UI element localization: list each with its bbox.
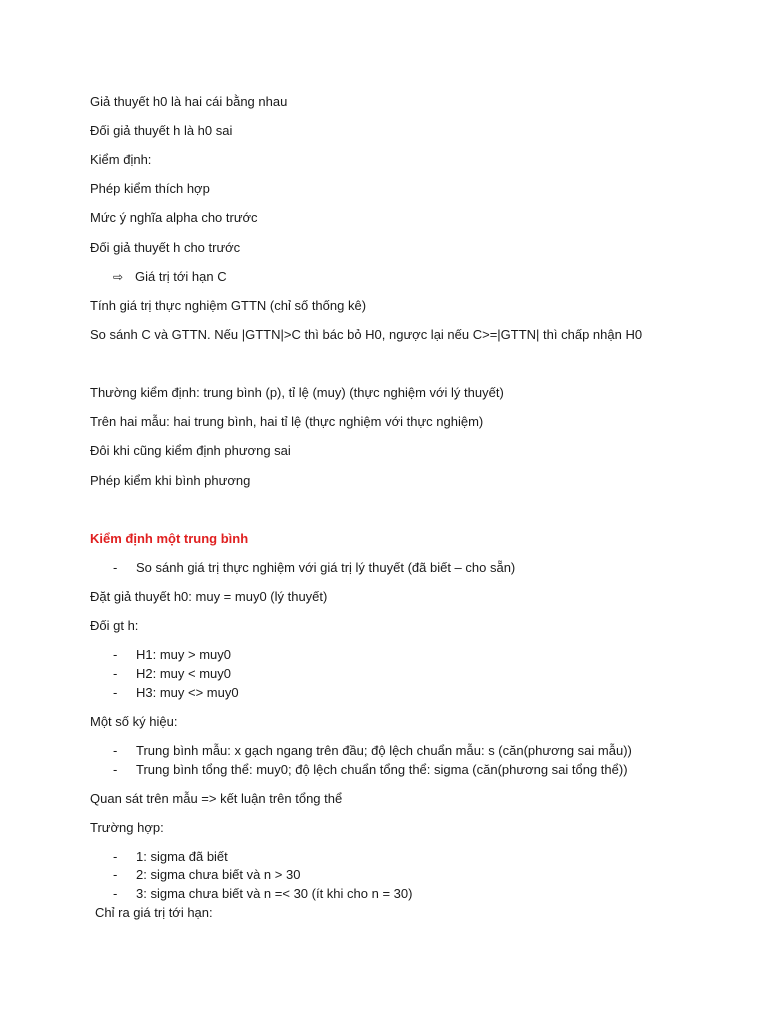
list-item-text: 3: sigma chưa biết và n =< 30 (ít khi cho n = 30) (136, 886, 413, 901)
list-item-text: Trung bình tổng thể: muy0; độ lệch chuẩn tổng thể: sigma (căn(phương sai tổng thể)) (136, 762, 628, 777)
text-line: Mức ý nghĩa alpha cho trước (90, 210, 258, 225)
list-item-text: So sánh giá trị thực nghiệm với giá trị lý thuyết (đã biết – cho sẵn) (136, 560, 516, 575)
list-item (113, 867, 300, 883)
dash-bullet: - (113, 647, 118, 662)
list-item (113, 743, 632, 759)
text-line: Đối giả thuyết h cho trước (90, 240, 241, 255)
dash-bullet: - (113, 762, 118, 777)
text-line: Đối giả thuyết h là h0 sai (90, 123, 233, 138)
text-line: So sánh C và GTTN. Nếu |GTTN|>C thì bác bỏ H0, ngược lại nếu C>=|GTTN| thì chấp nhận H0 (90, 327, 643, 342)
list-item (113, 849, 228, 865)
dash-bullet: - (113, 666, 118, 681)
text-line: Tính giá trị thực nghiệm GTTN (chỉ số thống kê) (90, 298, 367, 313)
list-item (113, 560, 515, 576)
text-line: Một số ký hiệu: (90, 714, 178, 729)
section-heading: Kiểm định một trung bình (90, 531, 249, 546)
text-line: Đối gt h: (90, 618, 139, 633)
dash-bullet: - (113, 743, 118, 758)
dash-bullet: - (113, 685, 118, 700)
dash-bullet: - (113, 867, 118, 882)
dash-bullet: - (113, 560, 118, 575)
list-item (113, 685, 239, 701)
text-line: Phép kiểm thích hợp (90, 181, 210, 196)
list-item-text: Trung bình mẫu: x gạch ngang trên đầu; độ lệch chuẩn mẫu: s (căn(phương sai mẫu)) (136, 743, 632, 758)
arrow-item-text: Giá trị tới hạn C (135, 269, 227, 284)
list-item-text: H1: muy > muy0 (136, 647, 232, 662)
text-line: Giả thuyết h0 là hai cái bằng nhau (90, 94, 288, 109)
text-line: Quan sát trên mẫu => kết luận trên tổng thể (90, 791, 343, 806)
dash-bullet: - (113, 849, 118, 864)
arrow-icon: ⇨ (113, 270, 124, 284)
dash-bullet: - (113, 886, 118, 901)
text-line: Phép kiểm khi bình phương (90, 473, 251, 488)
list-item-text: 2: sigma chưa biết và n > 30 (136, 867, 301, 882)
list-item (113, 886, 412, 902)
list-item-text: H2: muy < muy0 (136, 666, 232, 681)
text-line: Kiểm định: (90, 152, 152, 167)
list-item (113, 762, 628, 778)
text-line: Chỉ ra giá trị tới hạn: (95, 905, 213, 920)
text-line: Đặt giả thuyết h0: muy = muy0 (lý thuyết) (90, 589, 328, 604)
list-item-text: 1: sigma đã biết (136, 849, 228, 864)
list-item-text: H3: muy <> muy0 (136, 685, 239, 700)
text-line: Đôi khi cũng kiểm định phương sai (90, 443, 291, 458)
arrow-list-item (113, 269, 227, 285)
list-item (113, 647, 231, 663)
text-line: Trường hợp: (90, 820, 164, 835)
text-line: Thường kiểm định: trung bình (p), tỉ lệ (muy) (thực nghiệm với lý thuyết) (90, 385, 504, 400)
list-item (113, 666, 231, 682)
text-line: Trên hai mẫu: hai trung bình, hai tỉ lệ (thực nghiệm với thực nghiệm) (90, 414, 484, 429)
